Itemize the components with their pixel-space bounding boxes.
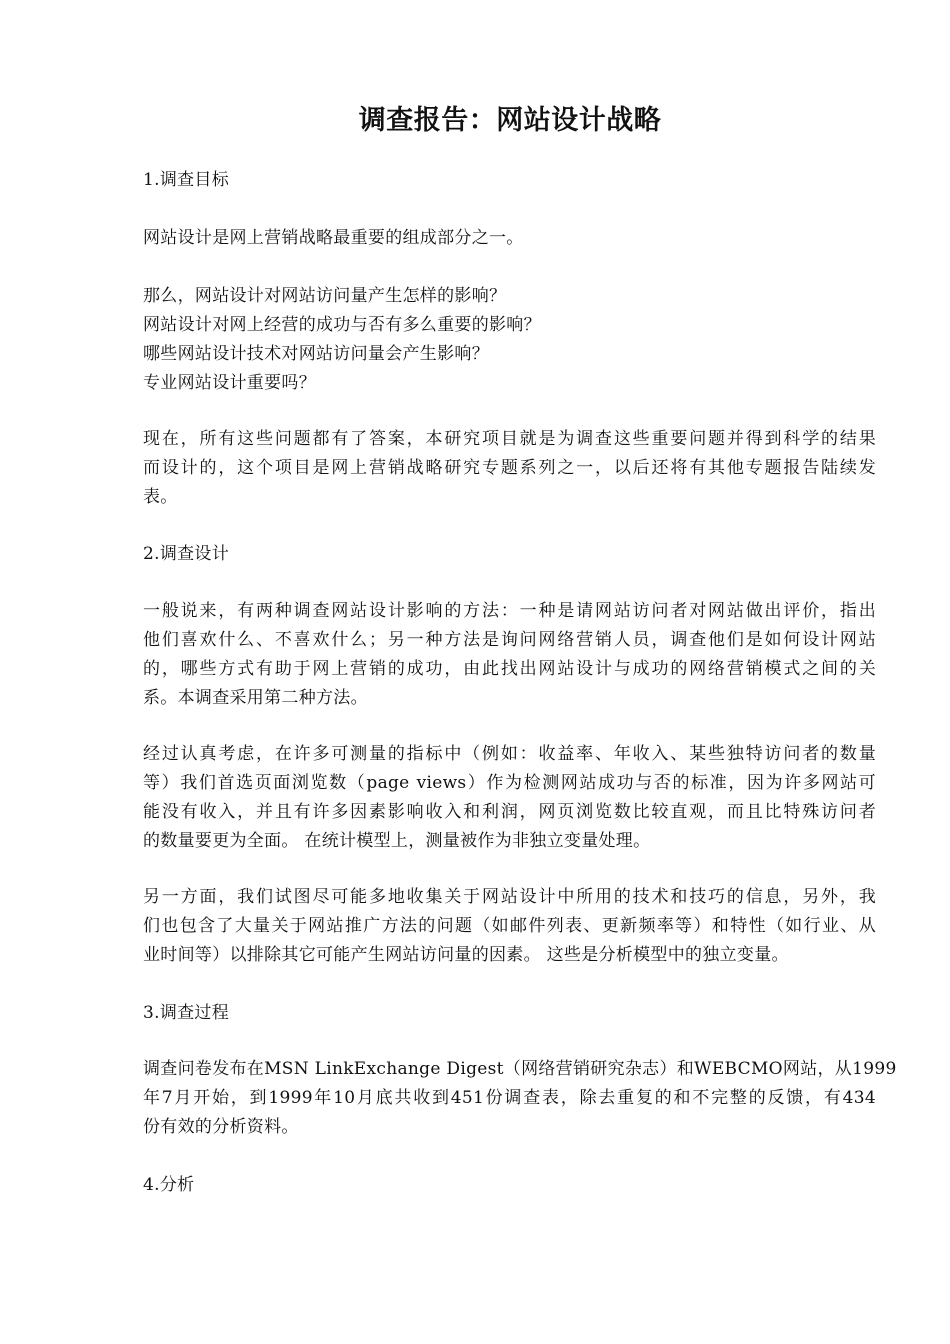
paragraph-line: 的数量要更为全面。 在统计模型上，测量被作为非独立变量处理。 <box>143 831 651 851</box>
section-heading-process: 3.调查过程 <box>143 1003 230 1023</box>
paragraph-line: 调查问卷发布在MSN LinkExchange Digest（网络营销研究杂志）和WEBCMO网站，从1999 <box>143 1059 897 1079</box>
paragraph-line: 系。本调查采用第二种方法。 <box>143 688 368 708</box>
question-line: 哪些网站设计技术对网站访问量会产生影响？ <box>143 344 489 364</box>
paragraph-line: 经过认真考虑，在许多可测量的指标中（例如：收益率、年收入、某些独特访问者的数量 <box>143 744 876 764</box>
paragraph-line: 而设计的，这个项目是网上营销战略研究专题系列之一，以后还将有其他专题报告陆续发 <box>143 458 876 478</box>
paragraph-line: 另一方面，我们试图尽可能多地收集关于网站设计中所用的技术和技巧的信息，另外，我 <box>143 887 876 907</box>
question-line: 网站设计对网上经营的成功与否有多么重要的影响？ <box>143 315 541 335</box>
paragraph-line: 现在，所有这些问题都有了答案，本研究项目就是为调查这些重要问题并得到科学的结果 <box>143 429 876 449</box>
paragraph-line: 能没有收入，并且有许多因素影响收入和利润，网页浏览数比较直观，而且比特殊访问者 <box>143 802 876 822</box>
paragraph-line: 们也包含了大量关于网站推广方法的问题（如邮件列表、更新频率等）和特性（如行业、从 <box>143 916 876 936</box>
question-line: 专业网站设计重要吗？ <box>143 373 316 393</box>
paragraph-line: 一般说来，有两种调查网站设计影响的方法：一种是请网站访问者对网站做出评价，指出 <box>143 601 876 621</box>
paragraph-line: 等）我们首选页面浏览数（page views）作为检测网站成功与否的标准，因为许多网站可 <box>143 773 876 793</box>
paragraph-line: 网站设计是网上营销战略最重要的组成部分之一。 <box>143 228 524 248</box>
section-heading-goal: 1.调查目标 <box>143 170 230 190</box>
paragraph-line: 业时间等）以排除其它可能产生网站访问量的因素。 这些是分析模型中的独立变量。 <box>143 945 789 965</box>
paragraph-line: 年7月开始，到1999年10月底共收到451份调查表，除去重复的和不完整的反馈，有434 <box>143 1088 876 1108</box>
paragraph-line: 他们喜欢什么、不喜欢什么；另一种方法是询问网络营销人员，调查他们是如何设计网站 <box>143 630 876 650</box>
document-title: 调查报告：网站设计战略 <box>358 105 662 136</box>
section-heading-design: 2.调查设计 <box>143 544 230 564</box>
paragraph-line: 份有效的分析资料。 <box>143 1117 299 1137</box>
section-heading-analysis: 4.分析 <box>143 1175 195 1195</box>
paragraph-line: 表。 <box>143 487 178 507</box>
paragraph-line: 的，哪些方式有助于网上营销的成功，由此找出网站设计与成功的网络营销模式之间的关 <box>143 659 876 679</box>
question-line: 那么，网站设计对网站访问量产生怎样的影响？ <box>143 286 507 306</box>
